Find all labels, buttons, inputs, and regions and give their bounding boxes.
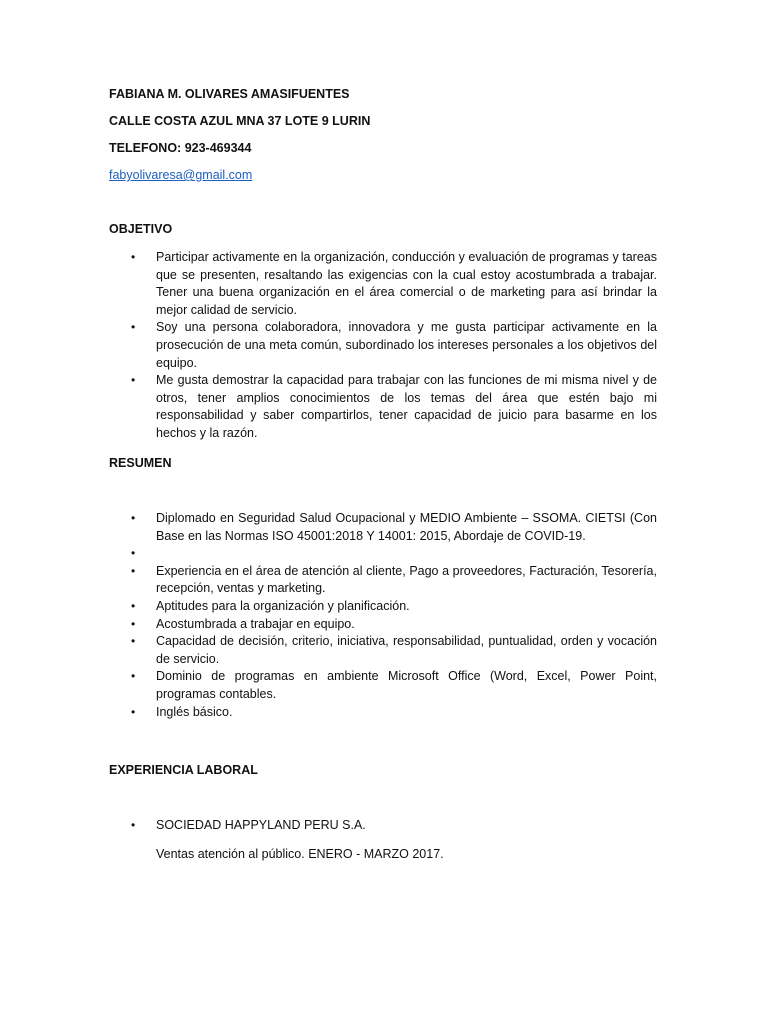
resumen-item-text: Diplomado en Seguridad Salud Ocupacional y MEDIO Ambiente – SSOMA. CIETSI (Con Base en las Normas ISO 45001:2018 Y 14001: 2015, Abordaje de COVID-19. bbox=[156, 511, 657, 543]
bullet-icon: • bbox=[131, 320, 136, 335]
resumen-item-text: Dominio de programas en ambiente Microsoft Office (Word, Excel, Power Point, programas contables. bbox=[156, 669, 657, 701]
list-item bbox=[109, 817, 657, 835]
objetivo-list bbox=[109, 249, 657, 443]
objetivo-item-text: Participar activamente en la organización, conducción y evaluación de programas y tareas que se presenten, resaltando las exigencias con la cual estoy acostumbrada a trabajar. Tener una buena organización en el área comercial o de marketing para así brindar la mejor calidad de servicio. bbox=[156, 250, 657, 317]
list-item bbox=[109, 372, 657, 442]
list-item bbox=[109, 668, 657, 703]
list-item bbox=[109, 633, 657, 668]
resumen-list bbox=[109, 510, 657, 721]
bullet-icon: • bbox=[131, 818, 136, 832]
resumen-item-text: Inglés básico. bbox=[156, 704, 233, 719]
resumen-item-text: Capacidad de decisión, criterio, iniciativa, responsabilidad, puntualidad, orden y vocación de servicio. bbox=[156, 634, 657, 666]
experiencia-list bbox=[109, 817, 657, 835]
list-item bbox=[109, 545, 657, 563]
bullet-icon: • bbox=[131, 598, 136, 613]
objetivo-item-text: Me gusta demostrar la capacidad para trabajar con las funciones de mi misma nivel y de otros, tener amplios conocimientos de los temas del área que estén bajo mi responsabilidad y saber compartirlos, tener capacidad de juicio para basarme en los hechos y la razón. bbox=[156, 373, 657, 440]
role-description: Ventas atención al público. ENERO - MARZO 2017. bbox=[156, 847, 444, 861]
list-item bbox=[109, 249, 657, 319]
bullet-icon: • bbox=[131, 250, 136, 264]
phone-line: TELEFONO: 923-469344 bbox=[109, 141, 252, 155]
list-item bbox=[109, 510, 657, 545]
company-name: SOCIEDAD HAPPYLAND PERU S.A. bbox=[156, 818, 366, 832]
candidate-name: FABIANA M. OLIVARES AMASIFUENTES bbox=[109, 87, 350, 101]
list-item bbox=[109, 563, 657, 598]
objetivo-heading: OBJETIVO bbox=[109, 222, 173, 236]
list-item bbox=[109, 319, 657, 372]
bullet-icon: • bbox=[131, 373, 136, 388]
bullet-icon: • bbox=[131, 616, 136, 631]
bullet-icon: • bbox=[131, 634, 136, 649]
list-item bbox=[109, 598, 657, 616]
list-item bbox=[109, 704, 657, 722]
bullet-icon: • bbox=[131, 546, 136, 561]
objetivo-item-text: Soy una persona colaboradora, innovadora y me gusta participar activamente en la prosecución de una meta común, subordinado los intereses personales a los objetivos del equipo. bbox=[156, 320, 657, 370]
bullet-icon: • bbox=[131, 669, 136, 684]
experiencia-heading: EXPERIENCIA LABORAL bbox=[109, 763, 258, 777]
resumen-item-text: Aptitudes para la organización y planificación. bbox=[156, 598, 410, 613]
email-link[interactable]: fabyolivaresa@gmail.com bbox=[109, 168, 253, 182]
resumen-item-text: Experiencia en el área de atención al cliente, Pago a proveedores, Facturación, Tesorería, recepción, ventas y marketing. bbox=[156, 563, 657, 596]
address-line: CALLE COSTA AZUL MNA 37 LOTE 9 LURIN bbox=[109, 114, 371, 128]
bullet-icon: • bbox=[131, 563, 136, 578]
resumen-heading: RESUMEN bbox=[109, 456, 172, 470]
bullet-icon: • bbox=[131, 511, 136, 525]
resumen-item-text: Acostumbrada a trabajar en equipo. bbox=[156, 616, 355, 631]
list-item bbox=[109, 616, 657, 634]
bullet-icon: • bbox=[131, 704, 136, 719]
